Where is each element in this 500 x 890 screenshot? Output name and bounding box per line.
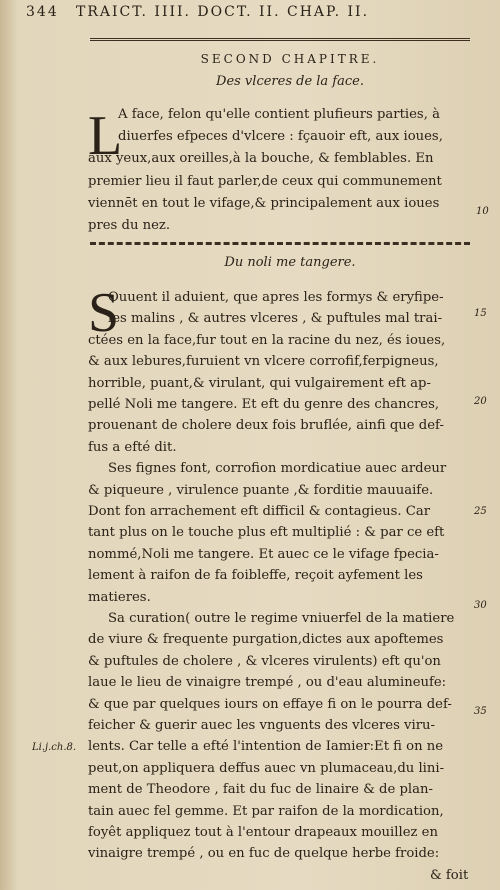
margin-line-number: 15: [474, 308, 487, 319]
section-subtitle-ulcers: Des vlceres de la face.: [216, 74, 364, 89]
text-line: premier lieu il faut parler,de ceux qui communement: [88, 173, 442, 189]
text-line: laue le lieu de vinaigre trempé , ou d'eau alumineufe:: [88, 675, 447, 691]
text-line: prouenant de cholere deux fois bruflée, ainfi que def-: [88, 418, 444, 434]
page-header: [26, 4, 466, 28]
text-line: nommé,Noli me tangere. Et auec ce le vifage fpecia-: [88, 546, 439, 562]
text-line: Ouuent il aduient, que apres les formys & eryfipe-: [108, 290, 444, 305]
header-rule: [90, 38, 470, 41]
text-line: fus a efté dit.: [88, 439, 177, 455]
text-line: & que par quelques iours on effaye fi on le pourra def-: [88, 696, 452, 712]
text-line: Sa curation( outre le regime vniuerfel de la matiere: [108, 611, 455, 626]
text-line: peut,on appliquera deffus auec vn plumaceau,du lini-: [88, 760, 445, 776]
margin-reference: Li.j.ch.8.: [32, 742, 77, 753]
text-line: diuerfes efpeces d'vlcere : fçauoir eft, aux ioues,: [118, 129, 443, 145]
text-line: & foit: [430, 867, 469, 883]
margin-line-number: 35: [474, 706, 487, 717]
text-line: lement à raifon de fa foibleffe, reçoit ayfement les: [88, 568, 423, 584]
margin-line-number: 25: [474, 506, 487, 517]
text-line: ment de Theodore , fait du fuc de linaire & de plan-: [88, 782, 433, 798]
text-line: & puftules de cholere , & vlceres virulents) eft qu'on: [88, 653, 441, 669]
text-line: tant plus on le touche plus eft multiplié : & par ce eft: [88, 525, 445, 541]
text-line: A face, felon qu'elle contient plufieurs parties, à: [118, 107, 440, 122]
text-line: horrible, puant,& virulant, qui vulgairement eft ap-: [88, 375, 431, 391]
dropcap-l: L: [88, 105, 123, 167]
text-line: pellé Noli me tangere. Et eft du genre des chancres,: [88, 397, 440, 412]
margin-line-number: 10: [476, 206, 489, 217]
text-line: tain auec fel gemme. Et par raifon de la mordication,: [88, 803, 444, 819]
text-line: lents. Car telle a efté l'intention de Iamier:Et fi on ne: [88, 739, 444, 755]
text-line: les malins , & autres vlceres , & puftules mal trai-: [108, 311, 443, 327]
text-line: ctées en la face,fur tout en la racine du nez, és ioues,: [88, 332, 446, 348]
text-line: feicher & guerir auec les vnguents des vlceres viru-: [88, 718, 435, 733]
text-line: vinaigre trempé , ou en fuc de quelque herbe froide:: [88, 846, 440, 862]
text-line: & piqueure , virulence puante ,& forditie mauuaife.: [88, 482, 434, 498]
text-line: matieres.: [88, 589, 151, 605]
text-line: pres du nez.: [88, 218, 171, 233]
text-line: Ses fignes font, corrofion mordicatiue auec ardeur: [108, 461, 447, 477]
section-subtitle-noli: Du noli me tangere.: [224, 255, 356, 270]
text-line: Dont fon arrachement eft difficil & contagieus. Car: [88, 504, 431, 519]
page-number: 344: [26, 4, 59, 20]
margin-line-number: 30: [474, 600, 487, 611]
dropcap-s: S: [88, 282, 120, 344]
running-title: TRAICT. IIII. DOCT. II. CHAP. II.: [76, 4, 370, 20]
text-line: de viure & frequente purgation,dictes aux apoftemes: [88, 632, 444, 648]
text-line: foyêt appliquez tout à l'entour drapeaux mouillez en: [88, 825, 438, 840]
section-divider: [90, 242, 470, 245]
margin-line-number: 20: [474, 396, 487, 407]
text-line: aux yeux,aux oreilles,à la bouche, & femblables. En: [88, 151, 434, 167]
text-line: & aux lebures,furuient vn vlcere corrofif,ferpigneus,: [88, 354, 439, 370]
text-line: viennēt en tout le vifage,& principalement aux ioues: [88, 195, 440, 211]
chapter-title: SECOND CHAPITRE.: [200, 52, 380, 66]
